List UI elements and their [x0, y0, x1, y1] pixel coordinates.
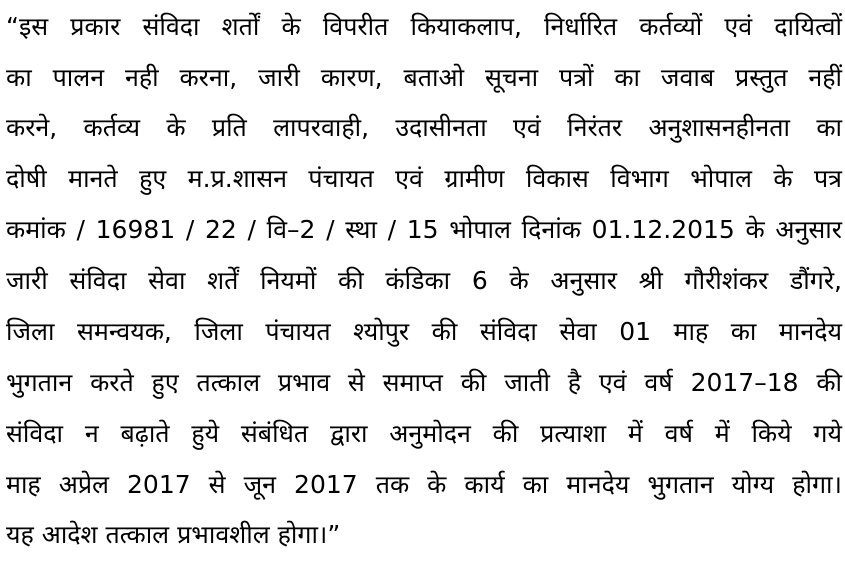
document-body	[6, 0, 842, 564]
document-line-7: जिला समन्वयक, जिला पंचायत श्योपुर की संविदा सेवा 01 माह का मानदेय	[6, 317, 842, 346]
document-line-4: दोषी मानते हुए म.प्र.शासन पंचायत एवं ग्रामीण विकास विभाग भोपाल के पत्र	[6, 164, 842, 193]
document-line-8: भुगतान करते हुए तत्काल प्रभाव से समाप्त की जाती है एवं वर्ष 2017–18 की	[6, 368, 842, 397]
document-line-3: करने, कर्तव्य के प्रति लापरवाही, उदासीनता एवं निरंतर अनुशासनहीनता का	[6, 113, 842, 142]
document-line-10: माह अप्रेल 2017 से जून 2017 तक के कार्य का मानदेय भुगतान योग्य होगा।	[6, 470, 842, 499]
document-line-6: जारी संविदा सेवा शर्तें नियमों की कंडिका 6 के अनुसार श्री गौरीशंकर डौंगरे,	[6, 266, 842, 295]
document-line-1: “इस प्रकार संविदा शर्तों के विपरीत कियाकलाप, निर्धारित कर्तव्यों एवं दायित्वों	[6, 12, 842, 41]
document-line-9: संविदा न बढ़ाते हुये संबंधित द्वारा अनुमोदन की प्रत्याशा में वर्ष में किये गये	[6, 419, 842, 448]
document-line-2: का पालन नही करना, जारी कारण, बताओ सूचना पत्रों का जवाब प्रस्तुत नहीं	[6, 63, 842, 92]
document-line-11: यह आदेश तत्काल प्रभावशील होगा।”	[6, 520, 341, 549]
document-line-5: कमांक / 16981 / 22 / वि–2 / स्था / 15 भोपाल दिनांक 01.12.2015 के अनुसार	[6, 215, 842, 244]
